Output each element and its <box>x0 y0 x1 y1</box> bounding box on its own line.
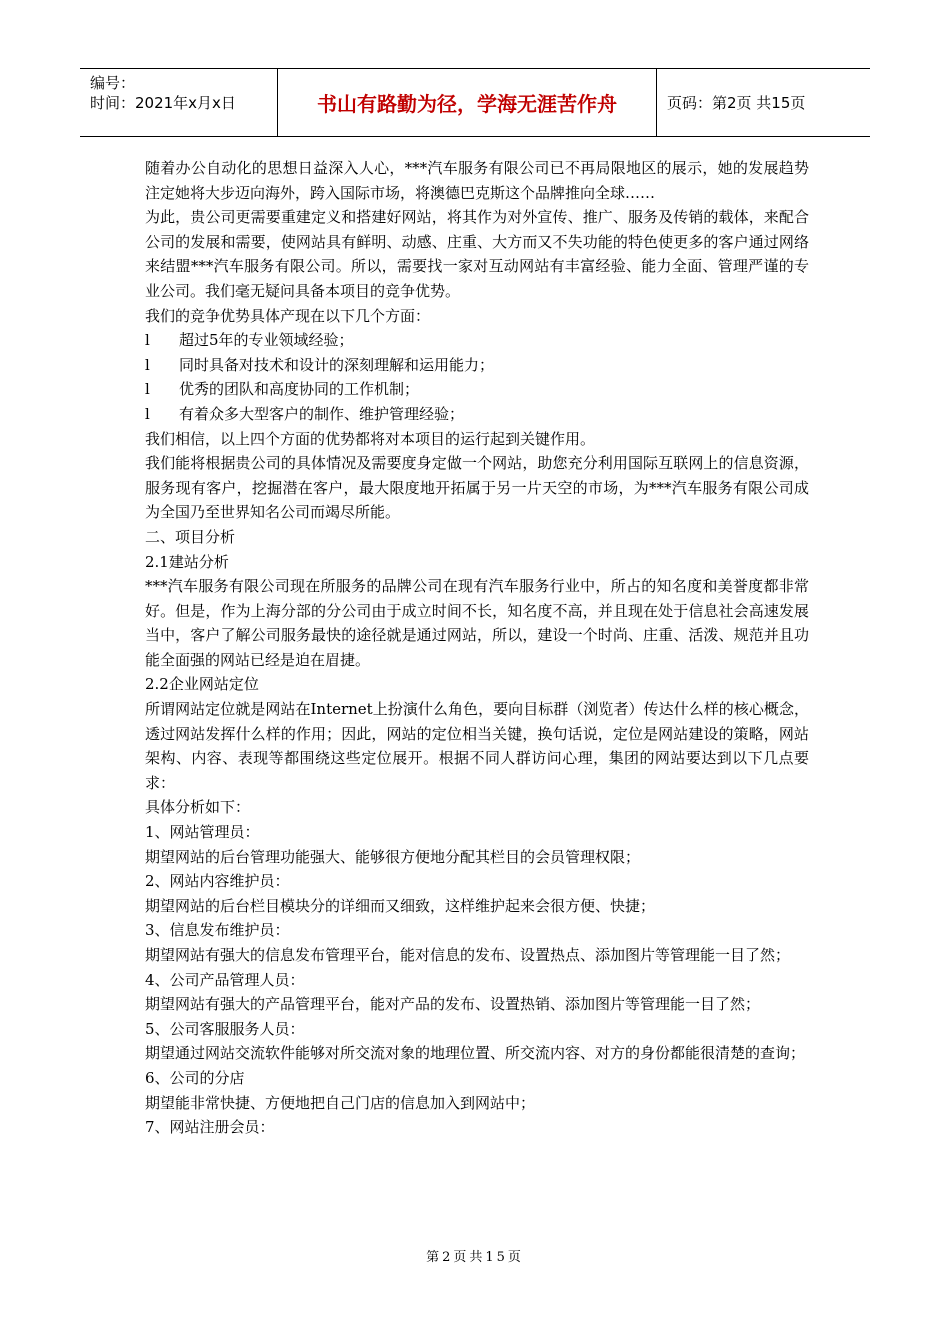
bullet-text: 有着众多大型客户的制作、维护管理经验； <box>179 404 465 423</box>
paragraph: 我们能将根据贵公司的具体情况及需要度身定做一个网站，助您充分利用国际互联网上的信息资源，服务现有客户，挖掘潜在客户，最大限度地开拓属于另一片天空的市场，为***汽车服务有限公司成为全国乃至世界知名公司而竭尽所能。 <box>145 454 809 522</box>
paragraph: 期望网站的后台管理功能强大、能够很方便地分配其栏目的会员管理权限； <box>145 847 641 866</box>
paragraph: 具体分析如下： <box>145 798 251 817</box>
page-footer: 第2页共15页 <box>426 1250 524 1265</box>
bullet-mark: l <box>145 355 150 374</box>
bullet-item <box>145 377 809 402</box>
bullet-mark: l <box>145 331 150 350</box>
header-meta <box>80 69 278 136</box>
list-heading: 7、网站注册会员： <box>145 1118 275 1137</box>
paragraph: 期望通过网站交流软件能够对所交流对象的地理位置、所交流内容、对方的身份都能很清楚的查询； <box>145 1044 806 1063</box>
list-heading: 1、网站管理员： <box>145 823 260 842</box>
paragraph: 为此，贵公司更需要重建定义和搭建好网站，将其作为对外宣传、推广、服务及传销的载体，来配合公司的发展和需要，使网站具有鲜明、动感、庄重、大方而又不失功能的特色使更多的客户通过网络来结盟***汽车服务有限公司。所以，需要找一家对互动网站有丰富经验、能力全面、管理严谨的专业公司。我们毫无疑问具备本项目的竞争优势。 <box>145 208 809 300</box>
list-heading: 4、公司产品管理人员： <box>145 970 305 989</box>
paragraph: 期望网站有强大的信息发布管理平台，能对信息的发布、设置热点、添加图片等管理能一目了然； <box>145 946 791 964</box>
paragraph: 期望能非常快捷、方便地把自己门店的信息加入到网站中； <box>145 1093 536 1112</box>
bullet-item <box>145 402 809 427</box>
bullet-text: 同时具备对技术和设计的深刻理解和运用能力； <box>179 355 495 374</box>
subsection-heading: 2.1建站分析 <box>145 552 229 571</box>
paragraph: 随着办公自动化的思想日益深入人心，***汽车服务有限公司已不再局限地区的展示，她的发展趋势注定她将大步迈向海外，跨入国际市场，将澳德巴克斯这个品牌推向全球…… <box>145 159 809 202</box>
paragraph: 我们相信，以上四个方面的优势都将对本项目的运行起到关键作用。 <box>145 429 596 448</box>
subsection-heading: 2.2企业网站定位 <box>145 675 259 694</box>
bullet-item <box>145 328 809 353</box>
list-heading: 2、网站内容维护员： <box>145 872 290 891</box>
list-heading: 3、信息发布维护员： <box>145 921 290 940</box>
page-header <box>80 68 870 137</box>
document-number-label: 编号： <box>90 74 136 92</box>
header-motto: 书山有路勤为径，学海无涯苦作舟 <box>278 69 657 136</box>
paragraph: 期望网站有强大的产品管理平台，能对产品的发布、设置热销、添加图片等管理能一目了然； <box>145 995 761 1014</box>
header-page-number: 页码：第2页 共15页 <box>667 94 806 112</box>
paragraph: 期望网站的后台栏目模块分的详细而又细致，这样维护起来会很方便、快捷； <box>145 896 656 915</box>
bullet-mark: l <box>145 380 150 399</box>
paragraph: ***汽车服务有限公司现在所服务的品牌公司在现有汽车服务行业中，所占的知名度和美誉度都非常好。但是，作为上海分部的分公司由于成立时间不长，知名度不高，并且现在处于信息社会高速发展当中，客户了解公司服务最快的途径就是通过网站，所以，建设一个时尚、庄重、活泼、规范并且功能全面强的网站已经是迫在眉捷。 <box>145 577 809 669</box>
document-body <box>145 156 809 1140</box>
list-heading: 5、公司客服服务人员： <box>145 1019 305 1038</box>
bullet-mark: l <box>145 404 150 423</box>
bullet-text: 超过5年的专业领域经验； <box>179 331 354 350</box>
list-heading: 6、公司的分店 <box>145 1068 245 1087</box>
document-date: 时间：2021年x月x日 <box>90 94 236 112</box>
section-heading: 二、项目分析 <box>145 527 236 546</box>
paragraph: 所谓网站定位就是网站在Internet上扮演什么角色，要向目标群（浏览者）传达什么样的核心概念，透过网站发挥什么样的作用；因此，网站的定位相当关键，换句话说，定位是网站建设的策略，网站架构、内容、表现等都围绕这些定位展开。根据不同人群访问心理，集团的网站要达到以下几点要求： <box>145 700 809 792</box>
bullet-text: 优秀的团队和高度协同的工作机制； <box>179 380 420 399</box>
bullet-item <box>145 353 809 378</box>
paragraph: 我们的竞争优势具体产现在以下几个方面： <box>145 306 431 325</box>
